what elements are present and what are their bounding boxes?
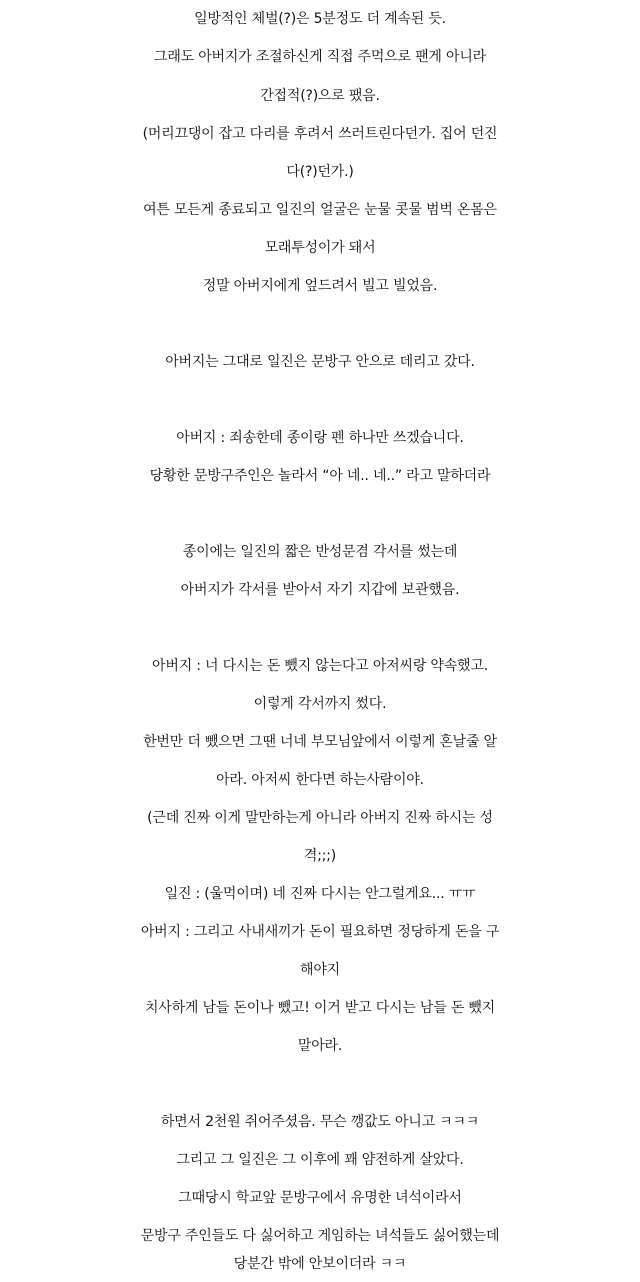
text-line: 그리고 그 일진은 그 이후에 꽤 얌전하게 살았다. <box>176 1152 464 1168</box>
text-line: 치사하게 남들 돈이나 뺐고! 이거 받고 다시는 남들 돈 뺐지 <box>144 1000 496 1016</box>
text-line: 아라. 아저씨 한다면 하는사람이야. <box>216 772 424 788</box>
text-line: 아버지는 그대로 일진은 문방구 안으로 데리고 갔다. <box>165 354 475 370</box>
text-line: 문방구 주인들도 다 싫어하고 게임하는 녀석들도 싫어했는데 <box>140 1228 500 1244</box>
text-line: 아버지 : 죄송한데 종이랑 펜 하나만 쓰겠습니다. <box>176 430 464 446</box>
text-line: 다(?)던가.) <box>286 164 354 180</box>
text-line: 간접적(?)으로 팼음. <box>260 88 380 104</box>
text-line: 아버지 : 그리고 사내새끼가 돈이 필요하면 정당하게 돈을 구 <box>140 924 500 940</box>
text-line: 여튼 모든게 종료되고 일진의 얼굴은 눈물 콧물 범벅 온몸은 <box>143 202 497 218</box>
text-line: (머리끄댕이 잡고 다리를 후려서 쓰러트린다던가. 집어 던진 <box>142 126 498 142</box>
text-line: 정말 아버지에게 엎드려서 빌고 빌었음. <box>202 278 438 294</box>
text-line: 일진 : (울먹이며) 네 진짜 다시는 안그럴게요... ㅠㅠ <box>164 886 476 902</box>
text-line: 해야지 <box>300 962 340 978</box>
text-line: 그때당시 학교앞 문방구에서 유명한 녀석이라서 <box>178 1190 462 1206</box>
text-line: 종이에는 일진의 짧은 반성문겸 각서를 썼는데 <box>182 544 458 560</box>
text-line: 아버지 : 너 다시는 돈 뺐지 않는다고 아저씨랑 약속했고. <box>152 658 488 674</box>
text-line: 하면서 2천원 쥐어주셨음. 무슨 깽값도 아니고 ㅋㅋㅋ <box>160 1114 480 1130</box>
text-line: 일방적인 체벌(?)은 5분정도 더 계속된 듯. <box>194 11 446 27</box>
text-line: 이렇게 각서까지 썼다. <box>253 696 387 712</box>
text-line: (근데 진짜 이게 말만하는게 아니라 아버지 진짜 하시는 성 <box>147 810 493 826</box>
text-line: 한번만 더 뺐으면 그땐 너네 부모님앞에서 이렇게 혼날줄 알 <box>143 734 497 750</box>
text-line: 말아라. <box>297 1038 343 1054</box>
text-line: 아버지가 각서를 받아서 자기 지갑에 보관했음. <box>180 582 460 598</box>
text-line: 당황한 문방구주인은 놀라서 “아 네.. 네..” 라고 말하더라 <box>149 468 491 484</box>
text-line: 모래투성이가 돼서 <box>264 240 376 256</box>
text-line: 그래도 아버지가 조절하신게 직접 주먹으로 팬게 아니라 <box>154 49 486 65</box>
text-line: 격;;;) <box>303 848 337 864</box>
text-line: 당분간 밖에 안보이더라 ㅋㅋ <box>233 1256 407 1272</box>
